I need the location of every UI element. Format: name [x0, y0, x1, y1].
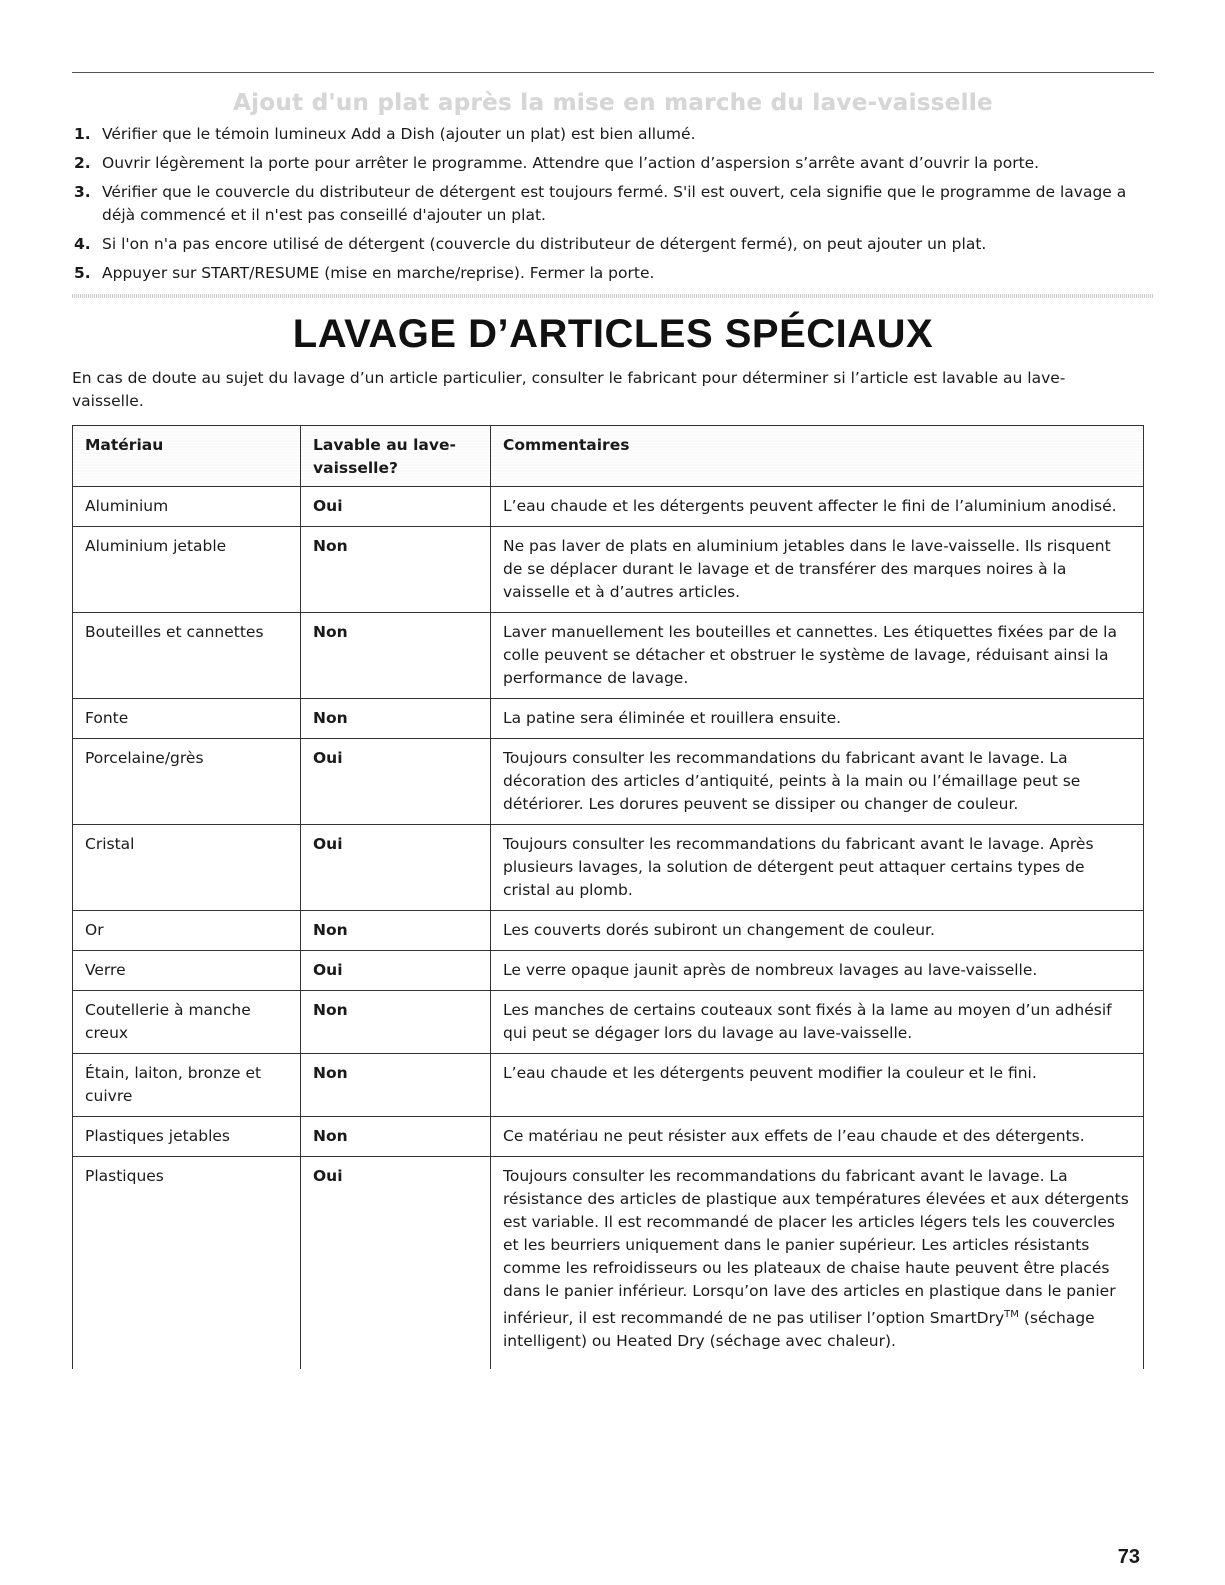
- washable-cell: Non: [301, 613, 491, 699]
- page-number: 73: [1117, 1546, 1140, 1568]
- steps-list: [74, 123, 1154, 291]
- section-divider: [72, 294, 1154, 298]
- step-item: [74, 152, 1154, 175]
- material-cell: Plastiques: [73, 1157, 301, 1370]
- material-cell: Porcelaine/grès: [73, 739, 301, 825]
- section-title: Ajout d'un plat après la mise en marche du lave-vaisselle: [233, 90, 993, 116]
- table-row: [73, 951, 1144, 991]
- table-row: [73, 825, 1144, 911]
- comment-cell: L’eau chaude et les détergents peuvent affecter le fini de l’aluminium anodisé.: [491, 487, 1144, 527]
- table-row: [73, 1157, 1144, 1370]
- step-text: Si l'on n'a pas encore utilisé de détergent (couvercle du distributeur de détergent fermé), on peut ajouter un plat.: [102, 235, 987, 253]
- step-text: Appuyer sur START/RESUME (mise en marche/reprise). Fermer la porte.: [102, 264, 655, 282]
- comment-cell: Les couverts dorés subiront un changement de couleur.: [491, 911, 1144, 951]
- table-row: [73, 739, 1144, 825]
- table-row: [73, 527, 1144, 613]
- washable-cell: Oui: [301, 487, 491, 527]
- comment-cell: Ne pas laver de plats en aluminium jetables dans le lave-vaisselle. Ils risquent de se déplacer durant le lavage et de transférer des marques noires à la vaisselle et à d’autres articles.: [491, 527, 1144, 613]
- trademark-mark: TM: [1004, 1309, 1019, 1320]
- material-cell: Fonte: [73, 699, 301, 739]
- header-washable: Lavable au lave-vaisselle?: [301, 426, 491, 487]
- washable-cell: Oui: [301, 1157, 491, 1370]
- comment-cell: La patine sera éliminée et rouillera ensuite.: [491, 699, 1144, 739]
- washable-cell: Oui: [301, 739, 491, 825]
- comment-cell: Laver manuellement les bouteilles et cannettes. Les étiquettes fixées par de la colle peuvent se détacher et obstruer le système de lavage, réduisant ainsi la performance de lavage.: [491, 613, 1144, 699]
- material-cell: Aluminium: [73, 487, 301, 527]
- header-comments: Commentaires: [491, 426, 1144, 487]
- comment-cell: Toujours consulter les recommandations du fabricant avant le lavage. Après plusieurs lavages, la solution de détergent peut attaquer certains types de cristal au plomb.: [491, 825, 1144, 911]
- table-row: [73, 1117, 1144, 1157]
- step-text: Vérifier que le témoin lumineux Add a Dish (ajouter un plat) est bien allumé.: [102, 125, 696, 143]
- comment-cell: Le verre opaque jaunit après de nombreux lavages au lave-vaisselle.: [491, 951, 1144, 991]
- material-cell: Verre: [73, 951, 301, 991]
- washable-cell: Non: [301, 991, 491, 1054]
- step-item: [74, 123, 1154, 146]
- step-item: [74, 181, 1154, 227]
- comment-cell: L’eau chaude et les détergents peuvent modifier la couleur et le fini.: [491, 1054, 1144, 1117]
- step-item: [74, 262, 1154, 285]
- washable-cell: Non: [301, 527, 491, 613]
- materials-table: [72, 425, 1144, 1369]
- step-number: 4.: [74, 235, 91, 253]
- table-row: [73, 991, 1144, 1054]
- comment-cell: [491, 1157, 1144, 1370]
- header-material: Matériau: [73, 426, 301, 487]
- material-cell: Aluminium jetable: [73, 527, 301, 613]
- washable-cell: Non: [301, 1117, 491, 1157]
- table-row: [73, 487, 1144, 527]
- comment-text: Toujours consulter les recommandations du fabricant avant le lavage. La résistance des articles de plastique aux températures élevées et aux détergents est variable. Il est recommandé de placer les articles légers tels les couvercles et les beurriers uniquement dans le panier supérieur. Les articles résistants comme les refroidisseurs ou les plateaux de chaise haute peuvent être placés dans le panier inférieur. Lorsqu’on lave des articles en plastique dans le panier inférieur, il est recommandé de ne pas utiliser l’option SmartDry: [503, 1167, 1129, 1328]
- material-cell: Bouteilles et cannettes: [73, 613, 301, 699]
- material-cell: Étain, laiton, bronze et cuivre: [73, 1054, 301, 1117]
- top-rule: [72, 72, 1154, 73]
- comment-cell: Ce matériau ne peut résister aux effets de l’eau chaude et des détergents.: [491, 1117, 1144, 1157]
- material-cell: Cristal: [73, 825, 301, 911]
- step-number: 5.: [74, 264, 91, 282]
- table-header-row: [73, 426, 1144, 487]
- comment-text-end: (séchage intelligent) ou Heated Dry (séchage avec chaleur).: [503, 1309, 1095, 1351]
- washable-cell: Oui: [301, 825, 491, 911]
- intro-paragraph: En cas de doute au sujet du lavage d’un article particulier, consulter le fabricant pour déterminer si l’article est lavable au lave-vaisselle.: [72, 369, 1066, 410]
- step-text: Vérifier que le couvercle du distributeur de détergent est toujours fermé. S'il est ouvert, cela signifie que le programme de lavage a déjà commencé et il n'est pas conseillé d'ajouter un plat.: [102, 183, 1127, 224]
- table-row: [73, 699, 1144, 739]
- material-cell: Or: [73, 911, 301, 951]
- washable-cell: Oui: [301, 951, 491, 991]
- step-number: 3.: [74, 183, 91, 201]
- page-title: LAVAGE D’ARTICLES SPÉCIAUX: [292, 312, 934, 356]
- step-item: [74, 233, 1154, 256]
- table-row: [73, 613, 1144, 699]
- comment-cell: Les manches de certains couteaux sont fixés à la lame au moyen d’un adhésif qui peut se dégager lors du lavage au lave-vaisselle.: [491, 991, 1144, 1054]
- step-number: 1.: [74, 125, 91, 143]
- material-cell: Coutellerie à manche creux: [73, 991, 301, 1054]
- step-text: Ouvrir légèrement la porte pour arrêter le programme. Attendre que l’action d’aspersion s’arrête avant d’ouvrir la porte.: [102, 154, 1040, 172]
- washable-cell: Non: [301, 1054, 491, 1117]
- table-row: [73, 911, 1144, 951]
- washable-cell: Non: [301, 699, 491, 739]
- table-row: [73, 1054, 1144, 1117]
- step-number: 2.: [74, 154, 91, 172]
- washable-cell: Non: [301, 911, 491, 951]
- comment-cell: Toujours consulter les recommandations du fabricant avant le lavage. La décoration des articles d’antiquité, peints à la main ou l’émaillage peut se détériorer. Les dorures peuvent se dissiper ou changer de couleur.: [491, 739, 1144, 825]
- material-cell: Plastiques jetables: [73, 1117, 301, 1157]
